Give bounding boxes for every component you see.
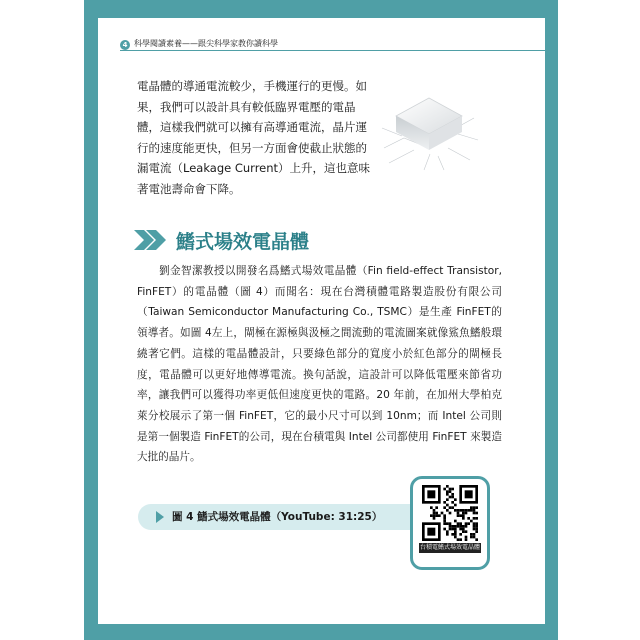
figure-caption: 圖 4 鰭式場效電晶體（YouTube: 31:25） bbox=[172, 511, 383, 523]
play-arrow-icon bbox=[156, 511, 164, 523]
section-title: 鰭式場效電晶體 bbox=[176, 230, 310, 253]
section-heading bbox=[134, 226, 309, 254]
double-chevron-icon bbox=[134, 230, 170, 250]
running-header bbox=[98, 37, 545, 51]
intro-paragraph: 電晶體的導通電流較少，手機運行的更慢。如果，我們可以設計具有較低臨界電壓的電晶體，這樣我們就可以擁有高導通電流，晶片運行的速度能更快，但另一方面會使截止狀態的漏電流（Leakage Current）上升，這也意味著電池壽命會下降。 bbox=[137, 79, 371, 196]
qr-code-icon[interactable] bbox=[422, 485, 478, 541]
header-rule bbox=[120, 50, 545, 51]
qr-code-card[interactable] bbox=[410, 476, 490, 570]
qr-label: 台積電鰭式場效電晶體 bbox=[419, 544, 480, 551]
book-page bbox=[98, 18, 545, 624]
series-title: 科學閱讀素養——跟尖科學家教你讀科學 bbox=[134, 39, 278, 48]
chip-illustration bbox=[374, 78, 484, 178]
page-number: 4 bbox=[120, 40, 130, 50]
section-body: 劉金智潔教授以開發名爲鰭式場效電晶體（Fin field-effect Transistor, FinFET）的電晶體（圖 4）而聞名：現在台灣積體電路製造股份有限公司（Taiwan Semiconductor Manufacturing Co., TSMC）是生產 FinFET的領導者。如圖 4左上，閘極在源極與汲極之間流動的電流圖案就像鯊魚鰭般環繞著它們。這樣的電晶體設計，只要綠色部分的寬度小於紅色部分的閘極長度，電晶體可以更好地傳導電流。換句話說，這設計可以降低電壓來節省功率，讓我們可以獲得功率更低但速度更快的電路。20 年前，在加州大學柏克萊分校展示了第一個 FinFET，它的最小尺寸可以到 10nm；而 Intel 公司則是第一個製造 FinFET的公司，現在台積電與 Intel 公司都使用 FinFET 來製造大批的晶片。 bbox=[137, 265, 502, 464]
figure-caption-bar bbox=[138, 504, 448, 530]
